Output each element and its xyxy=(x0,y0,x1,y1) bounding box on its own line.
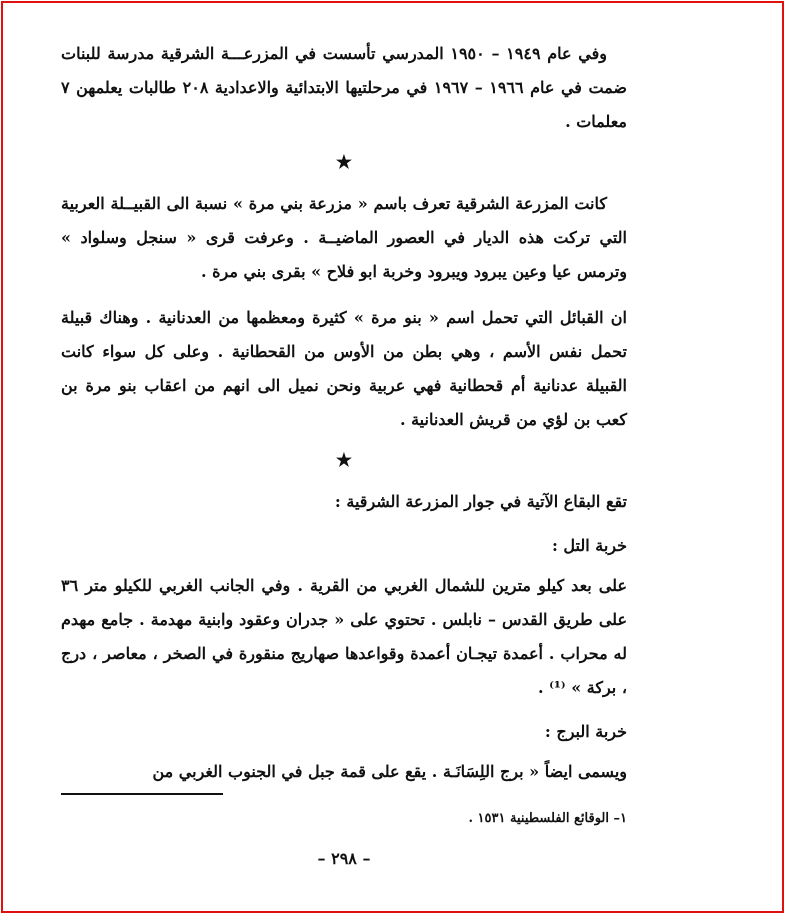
paragraph-nearby-sites: تقع البقاع الآتية في جوار المزرعة الشرقية : xyxy=(334,492,627,511)
document-body xyxy=(61,37,627,869)
footnote: ١– الوقائع الفلسطينية ١٥٣١ . xyxy=(468,811,627,826)
heading-khirbet-al-tal: خربة التل : xyxy=(551,536,627,555)
heading-khirbet-al-burj: خربة البرج : xyxy=(544,722,627,741)
paragraph-school: وفي عام ١٩٤٩ – ١٩٥٠ المدرسي تأسست في المزرعـــة الشرقية مدرسة للبنات ضمت في عام ١٩٦٦ – ١٩٦٧ في مرحلتيها الابتدائية والاعدادية ٢٠٨ طالبات يعلمهن ٧ معلمات . xyxy=(61,44,627,131)
paragraph-khirbet-al-tal: على بعد كيلو مترين للشمال الغربي من القرية . وفي الجانب الغربي للكيلو متر ٣٦ على طريق القدس – نابلس . تحتوي على « جدران وعقود وابنية مهدمة . جامع مهدم له محراب . أعمدة تيجـان أعمدة وقواعدها صهاريج منقورة في الصخر ، معاصر ، درج ، بركة » ⁽¹⁾ . xyxy=(61,576,627,697)
paragraph-khirbet-al-burj: ويسمى ايضاً « برج اللِسَانَـة . يقع على قمة جبل في الجنوب الغربي من xyxy=(152,762,627,781)
paragraph-village-name: كانت المزرعة الشرقية تعرف باسم « مزرعة بني مرة » نسبة الى القبيــلة العربية التي تركت هذه الديار في العصور الماضيــة . وعرفت قرى « سنجل وسلواد » وترمس عيا وعين يبرود ويبرود وخربة ابو فلاح » بقرى بني مرة . xyxy=(61,194,627,281)
paragraph-tribes: ان القبائل التي تحمل اسم « بنو مرة » كثيرة ومعظمها من العدنانية . وهناك قبيلة تحمل نفس الأسم ، وهي بطن من الأوس من القحطانية . وعلى كل سواء كانت القبيلة عدنانية أم قحطانية فهي عربية ونحن نميل الى انهم من اعقاب بنو مرة بن كعب بن لؤي من قريش العدنانية . xyxy=(61,308,627,429)
section-separator-star: ★ xyxy=(335,152,353,173)
footnote-divider xyxy=(61,793,223,795)
page-frame xyxy=(1,1,784,913)
page-number: – ٢٩٨ – xyxy=(317,849,371,868)
section-separator-star: ★ xyxy=(335,450,353,471)
